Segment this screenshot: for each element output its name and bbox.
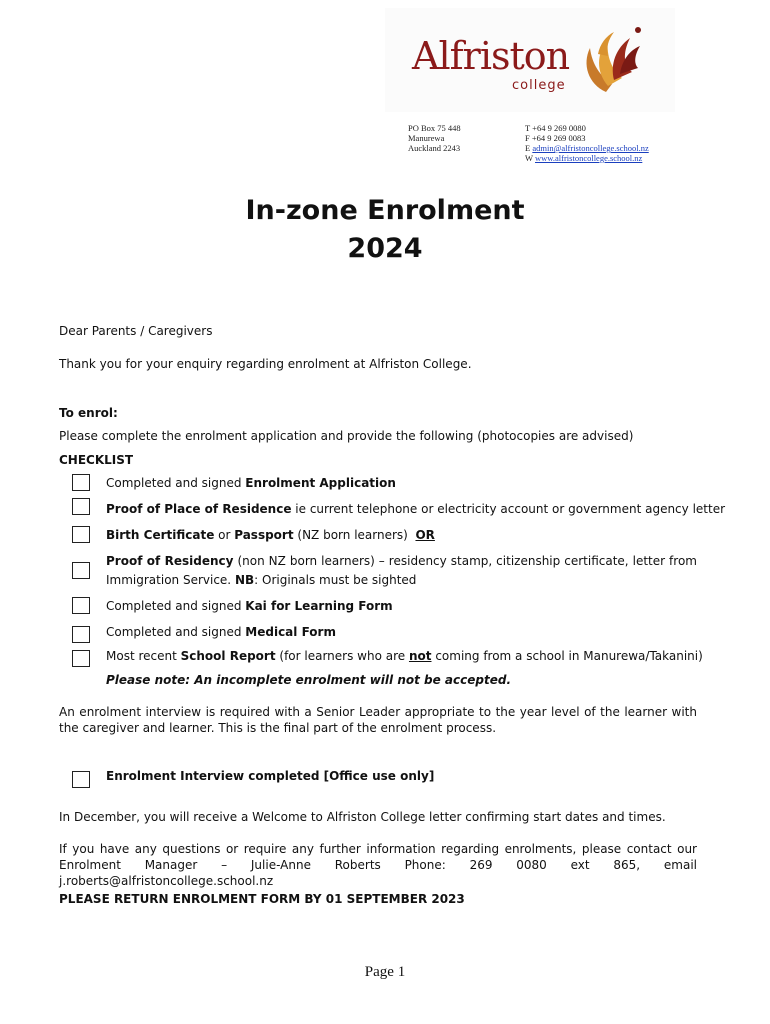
checklist-item [106, 552, 697, 590]
checkbox-interview-completed[interactable] [72, 771, 90, 788]
checklist-item [106, 623, 336, 642]
checkbox-medical-form[interactable] [72, 626, 90, 643]
fax-number: F +64 9 269 0083 [525, 133, 586, 143]
item-text: Most recent [106, 649, 181, 663]
item-bold: Medical Form [245, 625, 336, 639]
return-deadline: PLEASE RETURN ENROLMENT FORM BY 01 SEPTEMBER 2023 [59, 892, 465, 906]
checkbox-kai-for-learning[interactable] [72, 597, 90, 614]
website-link[interactable]: www.alfristoncollege.school.nz [535, 153, 643, 163]
contact-block [525, 123, 649, 163]
checklist-heading: CHECKLIST [59, 453, 134, 467]
checklist-item [106, 500, 725, 519]
item-bold: Proof of Residency [106, 554, 234, 568]
item-text: Completed and signed [106, 476, 246, 490]
address-line: Manurewa [408, 133, 445, 143]
email-line [525, 143, 649, 153]
checklist-item [106, 474, 396, 493]
office-use-item: Enrolment Interview completed [Office use only] [106, 769, 435, 783]
item-text: (non NZ born learners) – residency stamp, citizenship certificate, letter from Immigration Service. [106, 554, 697, 587]
web-prefix: W [525, 153, 535, 163]
checklist-item [106, 526, 435, 545]
checklist-item [106, 647, 703, 666]
page-title-year: 2024 [347, 233, 423, 264]
salutation: Dear Parents / Caregivers [59, 324, 213, 338]
item-text: Completed and signed [106, 599, 246, 613]
december-text: In December, you will receive a Welcome to Alfriston College letter confirming start dates and times. [59, 810, 666, 824]
page-title: In-zone Enrolment [245, 195, 525, 226]
item-bold: Passport [234, 528, 294, 542]
item-text: (for learners who are [275, 649, 409, 663]
phone-number: T +64 9 269 0080 [525, 123, 586, 133]
nb-label: NB [234, 573, 255, 587]
logo-name: Alfriston [412, 34, 570, 78]
page-number: Page 1 [364, 964, 406, 980]
item-text: or [214, 528, 235, 542]
leaf-flame-icon [578, 24, 642, 94]
logo-subtitle: college [512, 78, 566, 93]
email-link[interactable]: admin@alfristoncollege.school.nz [532, 143, 649, 153]
address-line: PO Box 75 448 [408, 123, 461, 133]
or-label: OR [415, 528, 435, 542]
item-text: coming from a school in Manurewa/Takanini) [431, 649, 703, 663]
address-block [408, 123, 461, 153]
questions-text: If you have any questions or require any further information regarding enrolments, please contact our Enrolment Manager – Julie-Anne Roberts Phone: 269 0080 ext 865, email j.roberts@alfristoncollege.school.nz [59, 842, 697, 888]
not-label: not [408, 649, 432, 663]
item-text: (NZ born learners) [293, 528, 416, 542]
email-prefix: E [525, 143, 533, 153]
address-line: Auckland 2243 [408, 143, 461, 153]
checkbox-birth-certificate[interactable] [72, 526, 90, 543]
item-text: : Originals must be sighted [254, 573, 417, 587]
thanks-text: Thank you for your enquiry regarding enrolment at Alfriston College. [59, 357, 472, 371]
to-enrol-heading: To enrol: [59, 406, 118, 420]
item-bold: Kai for Learning Form [245, 599, 393, 613]
item-bold: Proof of Place of Residence [106, 502, 292, 516]
item-bold: Enrolment Application [245, 476, 396, 490]
web-line [525, 153, 649, 163]
interview-text: An enrolment interview is required with a Senior Leader appropriate to the year level of the learner with the caregiver and learner. This is the final part of the enrolment process. [59, 705, 697, 735]
incomplete-note: Please note: An incomplete enrolment will not be accepted. [106, 673, 512, 687]
item-bold: Birth Certificate [106, 528, 215, 542]
checkbox-enrolment-application[interactable] [72, 474, 90, 491]
checkbox-proof-of-residency[interactable] [72, 562, 90, 579]
item-text: ie current telephone or electricity account or government agency letter [291, 502, 726, 516]
item-bold: School Report [180, 649, 276, 663]
checkbox-school-report[interactable] [72, 650, 90, 667]
checkbox-proof-of-residence[interactable] [72, 498, 90, 515]
item-text: Completed and signed [106, 625, 246, 639]
instructions-text: Please complete the enrolment application and provide the following (photocopies are advised) [59, 429, 634, 443]
checklist-item [106, 597, 393, 616]
